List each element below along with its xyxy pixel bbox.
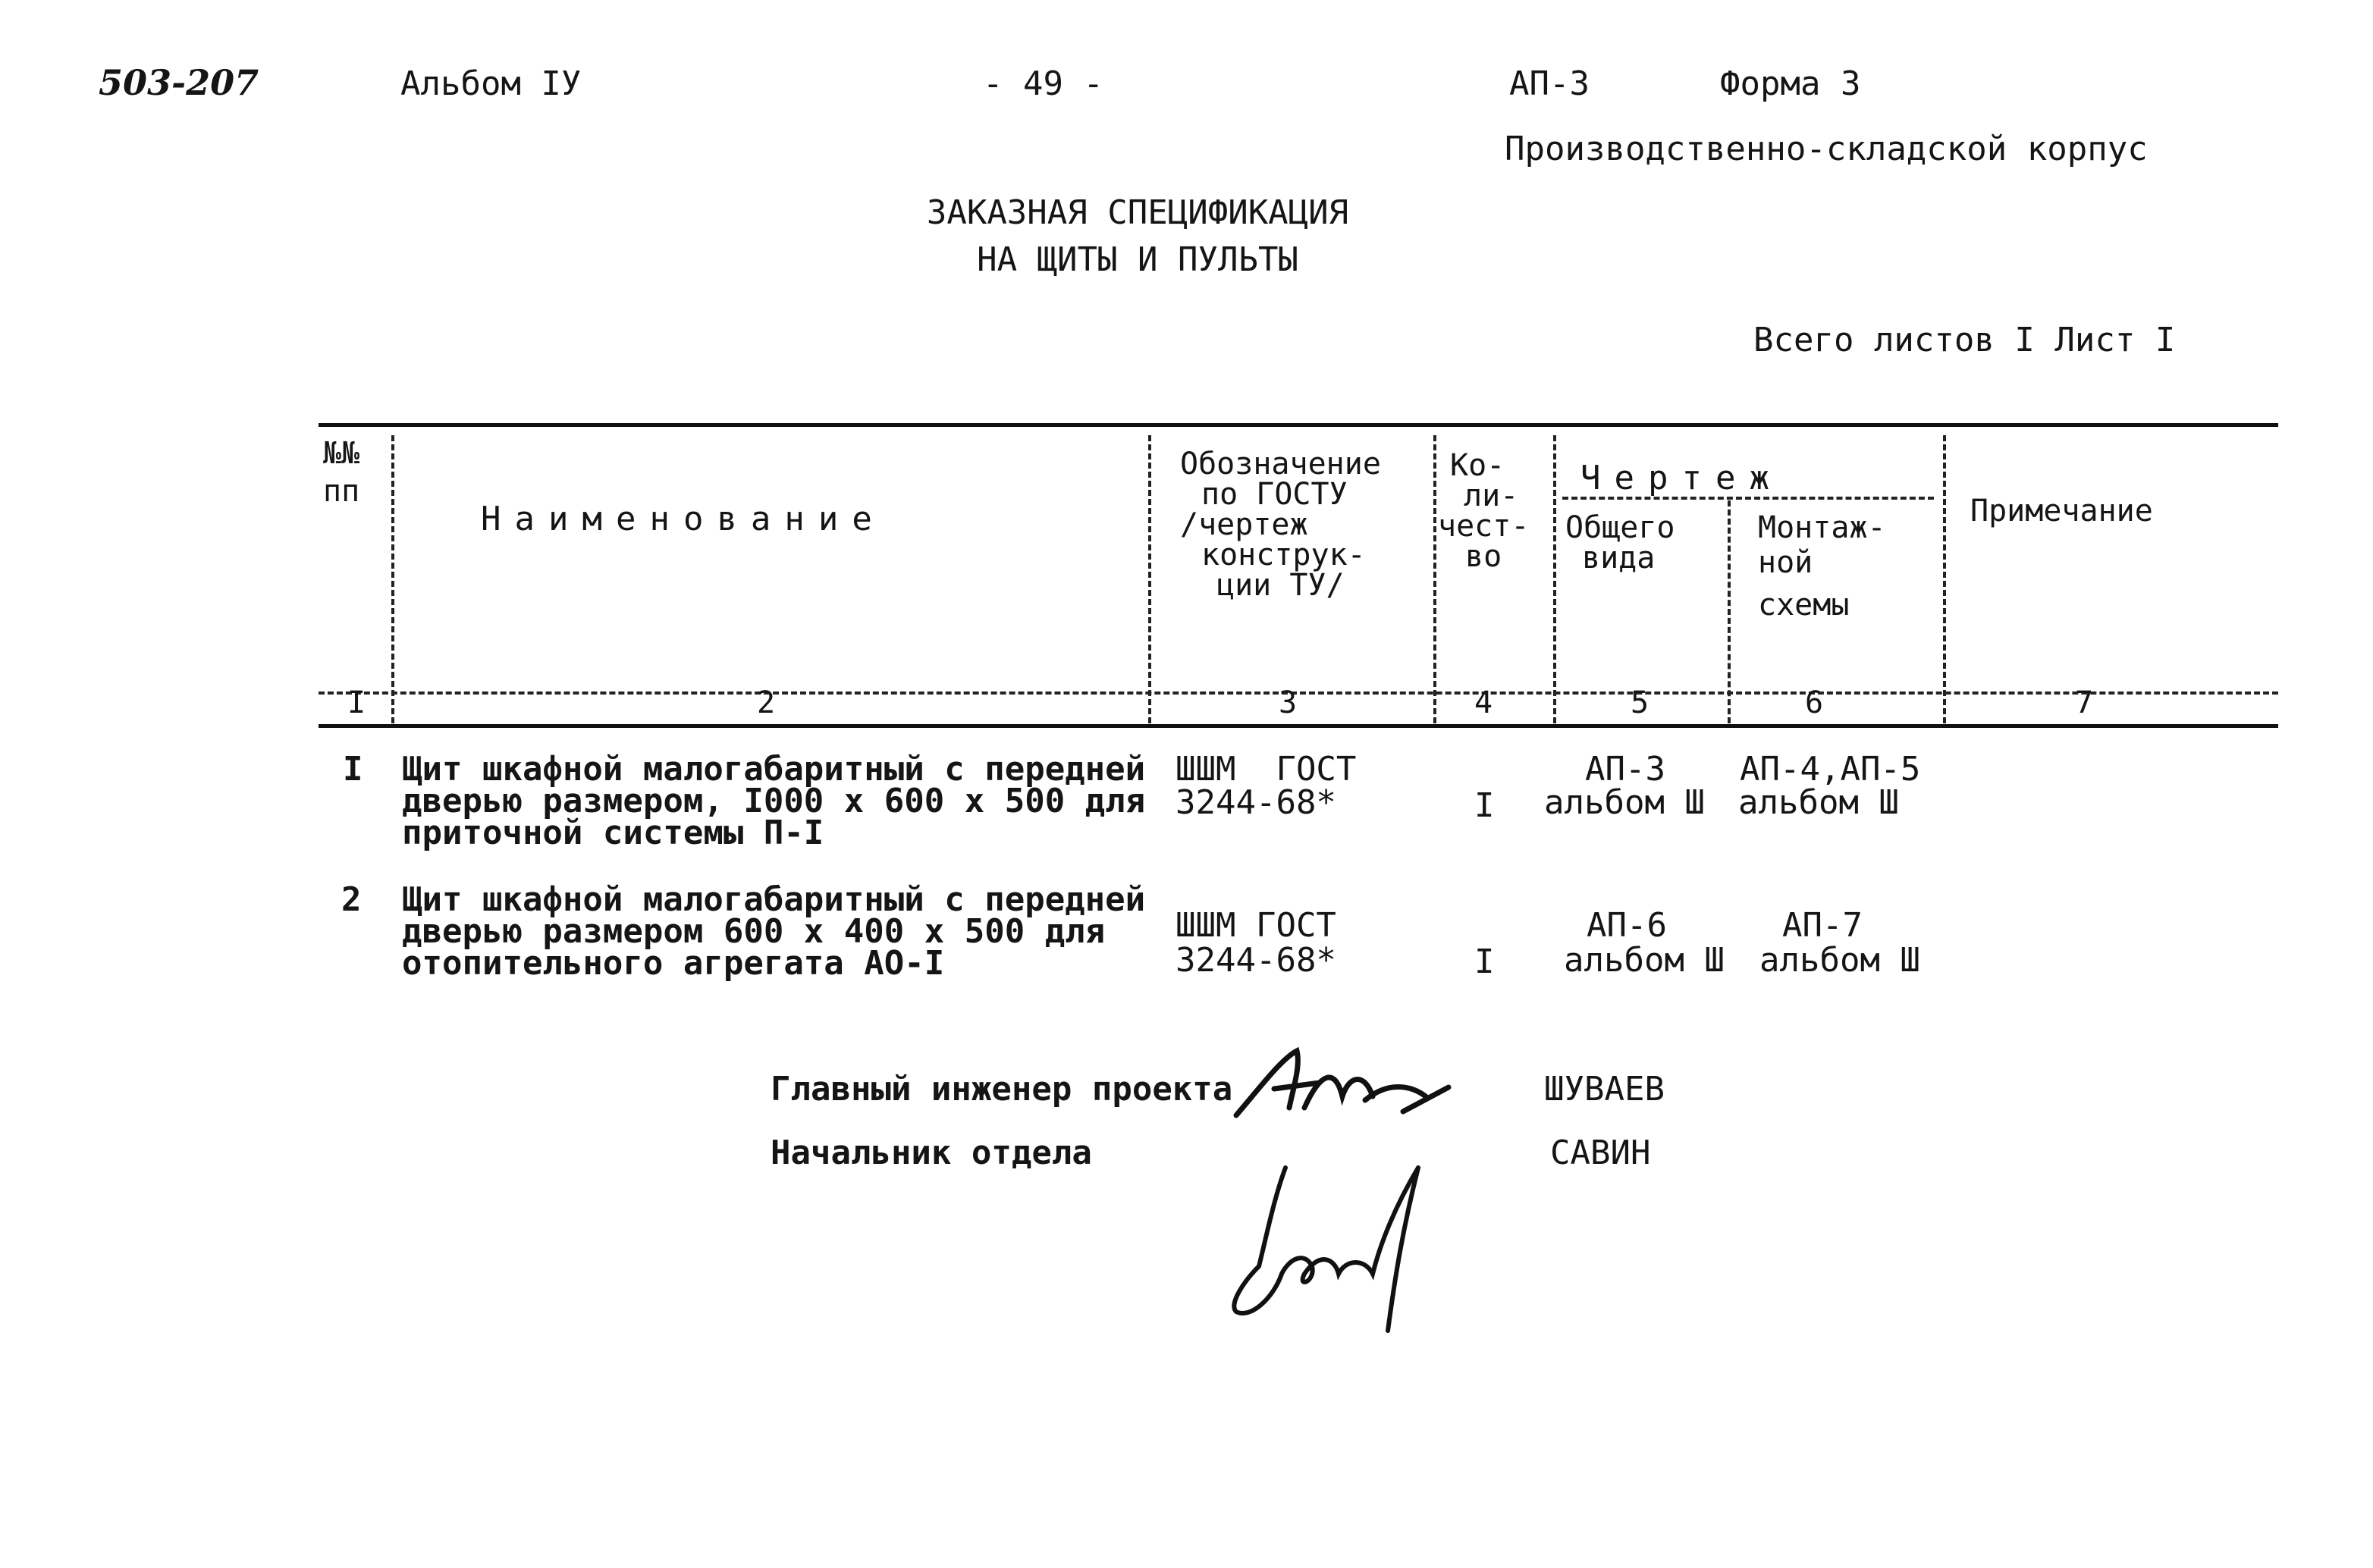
colnum-7: 7 (2074, 685, 2094, 720)
row-general-view-line: альбом Ш (1564, 941, 1725, 980)
title-line-1: ЗАКАЗНАЯ СПЕЦИФИКАЦИЯ (926, 193, 1349, 232)
page-number: - 49 - (983, 64, 1103, 103)
hdr-num-1: №№ (323, 436, 360, 471)
hdr-designation-3: /чертеж (1180, 507, 1308, 542)
department-head-name: САВИН (1550, 1134, 1651, 1172)
row-general-view-line: АП-6 (1587, 906, 1667, 945)
chief-engineer-role: Главный инженер проекта (771, 1070, 1233, 1109)
title-line-2: НА ЩИТЫ И ПУЛЬТЫ (977, 240, 1298, 279)
hdr-qty-1: Ко- (1450, 448, 1505, 483)
row-name-line: Щит шкафной малогабаритный с передней (402, 880, 1146, 919)
row-number: 2 (341, 880, 362, 919)
row-designation-line: ШШМ ГОСТ (1176, 906, 1336, 945)
hdr-qty-4: во (1465, 539, 1502, 574)
hdr-drawing: Чертеж (1580, 459, 1783, 497)
hdr-mounting-2: ной (1758, 545, 1813, 580)
department-head-role: Начальник отдела (771, 1134, 1092, 1172)
form-label: Форма 3 (1720, 64, 1861, 103)
row-name-line: дверью размером 600 х 400 х 500 для (402, 912, 1106, 951)
sheet-code: АП-3 (1509, 64, 1590, 103)
row-name-line: Щит шкафной малогабаритный с передней (402, 750, 1146, 789)
hdr-designation-5: ции ТУ/ (1216, 568, 1345, 603)
col-divider-4 (1553, 435, 1556, 723)
colnum-3: 3 (1278, 685, 1298, 720)
row-name-line: дверью размером, I000 х 600 х 500 для (402, 782, 1146, 820)
row-name-line: приточной системы П-I (402, 814, 824, 852)
colnum-2: 2 (756, 685, 776, 720)
doc-code: 503-207 (99, 62, 259, 103)
sheet-info: Всего листов I Лист I (1753, 321, 2176, 359)
hdr-general-view-1: Общего (1565, 510, 1675, 545)
row-number: I (343, 750, 363, 789)
row-mounting-line: альбом Ш (1738, 783, 1899, 822)
row-mounting-line: АП-7 (1782, 906, 1863, 945)
hdr-note: Примечание (1970, 494, 2153, 528)
row-general-view-line: альбом Ш (1544, 783, 1705, 822)
col-divider-6 (1943, 435, 1946, 723)
row-designation-line: 3244-68* (1176, 941, 1336, 980)
colnum-6: 6 (1804, 685, 1824, 720)
col-divider-3 (1433, 435, 1436, 723)
hdr-mounting-3: схемы (1758, 588, 1850, 622)
chief-engineer-name: ШУВАЕВ (1544, 1070, 1665, 1109)
row-general-view-line: АП-3 (1585, 750, 1665, 789)
numbers-rule (319, 724, 2278, 728)
chief-engineer-signature (1229, 1043, 1456, 1134)
row-mounting-line: альбом Ш (1759, 941, 1920, 980)
table-top-rule (319, 423, 2278, 427)
colnum-1: I (347, 685, 366, 720)
row-name-line: отопительного агрегата АО-I (402, 944, 945, 983)
hdr-general-view-2: вида (1582, 541, 1656, 575)
col-divider-5 (1728, 500, 1731, 723)
hdr-name: Наименование (481, 500, 886, 538)
colnum-5: 5 (1630, 685, 1649, 720)
row-qty: I (1474, 942, 1495, 981)
department-head-signature (1213, 1152, 1441, 1334)
album-label: Альбом IУ (400, 64, 582, 103)
hdr-num-2: пп (323, 474, 360, 509)
hdr-qty-2: ли- (1464, 478, 1519, 513)
col-divider-2 (1148, 435, 1151, 723)
hdr-designation-1: Обозначение (1180, 447, 1381, 481)
row-designation-line: 3244-68* (1176, 783, 1336, 822)
hdr-qty-3: чест- (1438, 509, 1530, 544)
colnum-4: 4 (1474, 685, 1493, 720)
row-qty: I (1474, 786, 1495, 825)
hdr-designation-4: конструк- (1201, 538, 1366, 572)
row-mounting-line: АП-4,АП-5 (1740, 750, 1921, 789)
hdr-designation-2: по ГОСТУ (1201, 477, 1348, 512)
row-designation-line: ШШМ ГОСТ (1176, 750, 1357, 789)
building-label: Производственно-складской корпус (1505, 130, 2148, 168)
hdr-mounting-1: Монтаж- (1758, 510, 1886, 545)
col-divider-1 (391, 435, 394, 723)
